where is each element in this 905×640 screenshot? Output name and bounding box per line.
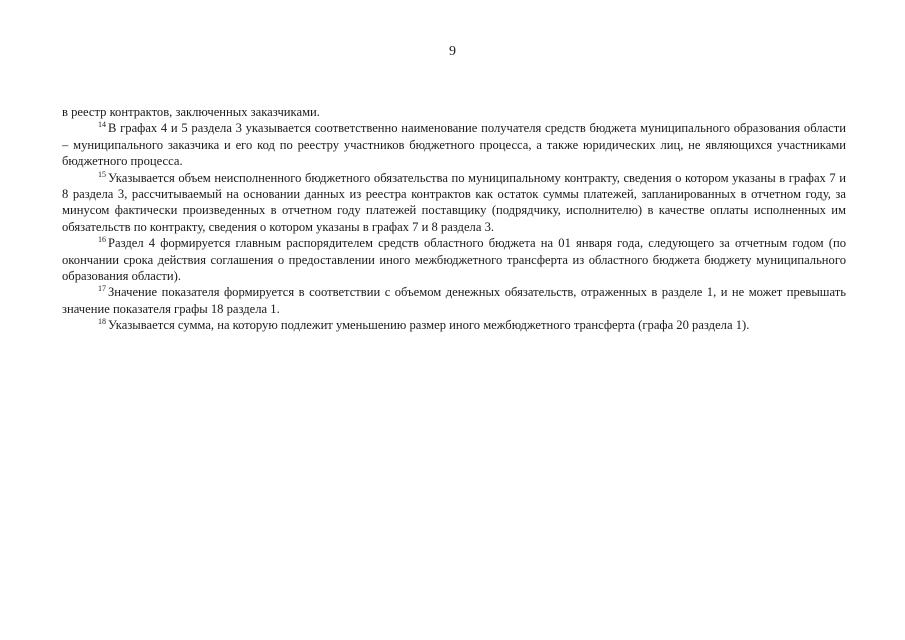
footnote-17 [62, 284, 846, 317]
footnote-16 [62, 235, 846, 284]
footnote-mark: 18 [98, 317, 106, 327]
footnote-mark: 17 [98, 284, 106, 294]
footnote-text: Указывается сумма, на которую подлежит уменьшению размер иного межбюджетного трансферта (графа 20 раздела 1). [108, 318, 750, 333]
footnotes-text [62, 104, 846, 334]
page-number: 9 [449, 44, 456, 59]
footnote-15 [62, 170, 846, 236]
intro-line: в реестр контрактов, заключенных заказчиками. [62, 105, 320, 119]
footnote-text: Указывается объем неисполненного бюджетного обязательства по муниципальному контракту, сведения о котором указаны в графах 7 и 8 раздела 3, рассчитываемый на основании данных из реестра контрактов как остаток суммы платежей, запланированных в отчетном году, за минусом фактически произведенных в отчетном году платежей поставщику (подрядчику, исполнителю) в качестве оплаты исполненных им обязательств по контракту, сведения о котором указаны в графах 7 и 8 раздела 3. [62, 170, 846, 234]
footnote-mark: 16 [98, 235, 106, 245]
footnote-text: Значение показателя формируется в соответствии с объемом денежных обязательств, отраженных в разделе 1, и не может превышать значение показателя графы 18 раздела 1. [62, 285, 846, 316]
footnote-mark: 15 [98, 169, 106, 179]
footnote-14 [62, 120, 846, 169]
footnote-text: Раздел 4 формируется главным распорядителем средств областного бюджета на 01 января года, следующего за отчетным годом (по окончании срока действия соглашения о предоставлении иного межбюджетного трансферта из областного бюджета бюджету муниципального образования области). [62, 236, 846, 284]
footnote-18 [62, 317, 846, 333]
footnote-text: В графах 4 и 5 раздела 3 указывается соответственно наименование получателя средств бюджета муниципального образования области – муниципального заказчика и его код по реестру участников бюджетного процесса, а также юридических лиц, не являющихся участниками бюджетного процесса. [62, 121, 846, 169]
footnote-mark: 14 [98, 120, 106, 130]
